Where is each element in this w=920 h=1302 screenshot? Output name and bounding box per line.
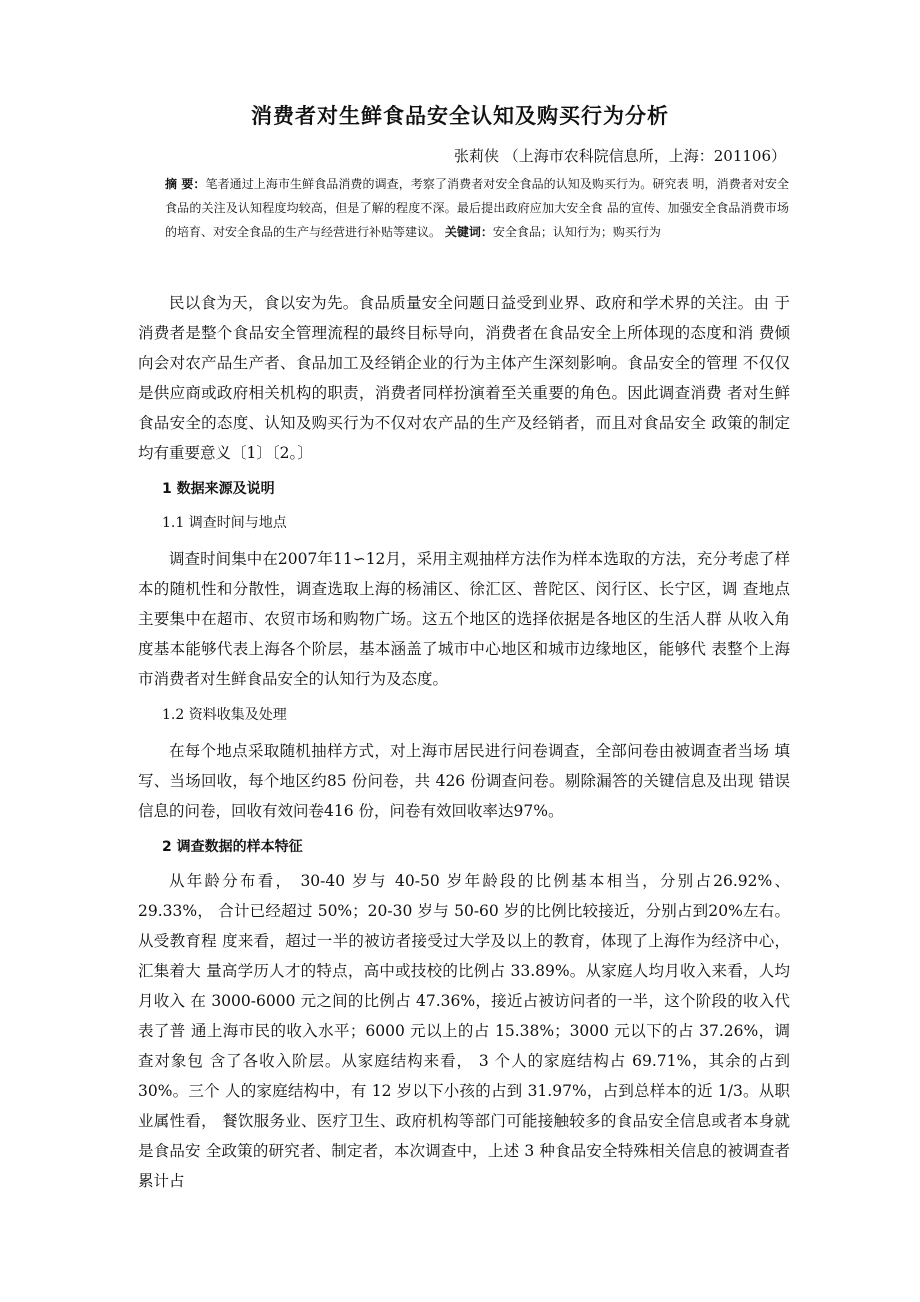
section-1-1-paragraph: 调查时间集中在2007年11∽12月，采用主观抽样方法作为样本选取的方法，充分考虑了样本的随机性和分散性，调查选取上海的杨浦区、徐汇区、普陀区、闵行区、长宁区，调 查地点主要集中在超市、农贸市场和购物广场。这五个地区的选择依据是各地区的生活人群 从收入角度基本能够代表上海各个阶层，基本涵盖了城市中心地区和城市边缘地区，能够代 表整个上海市消费者对生鲜食品安全的认知行为及态度。 xyxy=(138,550,790,688)
section-1-2-heading: 1.2 资料收集及处理 xyxy=(162,707,287,723)
section-2-heading: 2 调查数据的样本特征 xyxy=(162,839,303,855)
body-text xyxy=(138,288,790,1202)
intro-paragraph: 民以食为天，食以安为先。食品质量安全问题日益受到业界、政府和学术界的关注。由 于消费者是整个食品安全管理流程的最终目标导向，消费者在食品安全上所体现的态度和消 费倾向会对农产品生产者、食品加工及经销企业的行为主体产生深刻影响。食品安全的管理 不仅仅是供应商或政府相关机构的职责，消费者同样扮演着至关重要的角色。因此调查消费 者对生鲜食品安全的态度、认知及购买行为不仅对农产品的生产及经销者，而且对食品安全 政策的制定均有重要意义〔1〕〔2。〕 xyxy=(138,294,790,462)
author-affiliation: 张莉侠 （上海市农科院信息所，上海：201106） xyxy=(453,147,786,165)
section-1-2-paragraph: 在每个地点采取随机抽样方式，对上海市居民进行问卷调查，全部问卷由被调查者当场 填写、当场回收，每个地区约85 份问卷，共 426 份调查问卷。剔除漏答的关键信息及出现 错误信息的问卷，回收有效问卷416 份，问卷有效回收率达97%。 xyxy=(138,742,790,820)
abstract-block xyxy=(165,172,789,244)
abstract-text: 笔者通过上海市生鲜食品消费的调查，考察了消费者对安全食品的认知及购买行为。研究表 明，消费者对安全食品的关注及认知程度均较高，但是了解的程度不深。最后提出政府应加大安全食 品的宣传、加强安全食品消费市场的培育、对安全食品的生产与经营进行补贴等建议。 xyxy=(165,177,789,239)
keywords-label: 关键词： xyxy=(444,225,493,239)
section-2-paragraph: 从年龄分布看， 30-40 岁与 40-50 岁年龄段的比例基本相当，分别占26.92%、29.33%， 合计已经超过 50%；20-30 岁与 50-60 岁的比例比较接近，分别占到20%左右。从受教育程 度来看，超过一半的被访者接受过大学及以上的教育，体现了上海作为经济中心，汇集着大 量高学历人才的特点，高中或技校的比例占 33.89%。从家庭人均月收入来看，人均月收入 在 3000-6000 元之间的比例占 47.36%，接近占被访问者的一半，这个阶段的收入代表了普 通上海市民的收入水平；6000 元以上的占 15.38%；3000 元以下的占 37.26%，调查对象包 含了各收入阶层。从家庭结构来看， 3 个人的家庭结构占 69.71%，其余的占到 30%。三个 人的家庭结构中，有 12 岁以下小孩的占到 31.97%，占到总样本的近 1/3。从职业属性看， 餐饮服务业、医疗卫生、政府机构等部门可能接触较多的食品安全信息或者本身就是食品安 全政策的研究者、制定者，本次调查中，上述 3 种食品安全特殊相关信息的被调查者累计占 xyxy=(138,872,790,1190)
abstract-label: 摘 要： xyxy=(165,177,206,191)
section-1-heading: 1 数据来源及说明 xyxy=(162,481,275,497)
paper-title: 消费者对生鲜食品安全认知及购买行为分析 xyxy=(251,104,669,128)
keywords-text: 安全食品；认知行为；购买行为 xyxy=(492,225,661,239)
section-1-1-heading: 1.1 调查时间与地点 xyxy=(162,515,287,531)
